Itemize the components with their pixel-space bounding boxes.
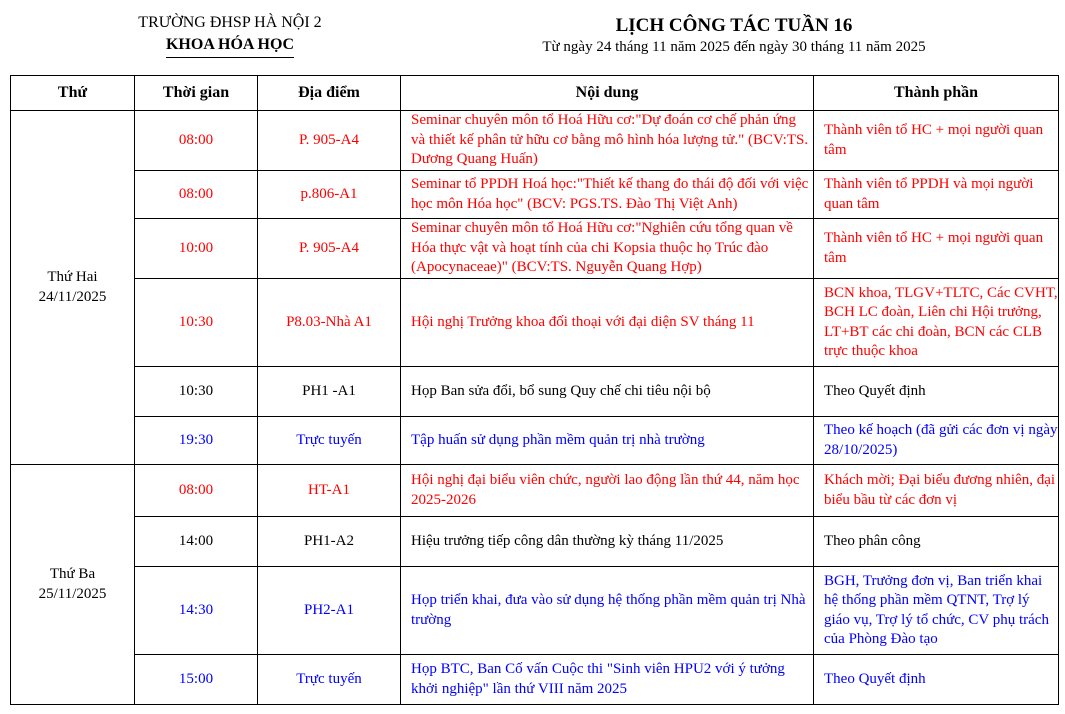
table-row [11,417,1059,465]
content-cell: Seminar chuyên môn tổ Hoá Hữu cơ:"Dự đoán cơ chế phản ứng và thiết kế phân tử hữu cơ bằng mô hình hóa lượng tử." (BCV:TS. Dương Quang Huấn) [401,111,814,171]
content-cell: Hội nghị Trưởng khoa đối thoại với đại diện SV tháng 11 [401,279,814,367]
department-name: KHOA HÓA HỌC [165,36,294,53]
content-cell: Hội nghị đại biểu viên chức, người lao động lần thứ 44, năm học 2025-2026 [401,465,814,517]
content-cell: Họp triển khai, đưa vào sử dụng hệ thống phần mềm quản trị Nhà trường [401,567,814,655]
place-cell: P8.03-Nhà A1 [258,279,401,367]
column-header-time: Thời gian [135,76,258,111]
time-cell: 14:30 [135,567,258,655]
table-row [11,655,1059,705]
participants-cell: Thành viên tổ HC + mọi người quan tâm [814,219,1059,279]
column-header-participants: Thành phần [814,76,1059,111]
time-cell: 15:00 [135,655,258,705]
participants-cell: Theo kế hoạch (đã gửi các đơn vị ngày 28/10/2025) [814,417,1059,465]
day-date: 24/11/2025 [38,288,107,305]
content-cell: Seminar tổ PPDH Hoá học:"Thiết kế thang đo thái độ đối với việc học môn Hóa học" (BCV: PGS.TS. Đào Thị Việt Anh) [401,171,814,219]
content-cell: Họp Ban sửa đổi, bổ sung Quy chế chi tiêu nội bộ [401,367,814,417]
table-row [11,219,1059,279]
day-name: Thứ Hai [47,269,98,285]
content-cell: Hiệu trưởng tiếp công dân thường kỳ tháng 11/2025 [401,517,814,567]
table-row [11,465,1059,517]
time-cell: 10:30 [135,279,258,367]
column-header-place: Địa điểm [258,76,401,111]
day-cell [11,465,135,705]
schedule-table [10,75,1059,705]
place-cell: HT-A1 [258,465,401,517]
place-cell: P. 905-A4 [258,219,401,279]
table-row [11,517,1059,567]
place-cell: PH1-A2 [258,517,401,567]
content-cell: Tập huấn sử dụng phần mềm quản trị nhà trường [401,417,814,465]
header-underline [166,57,294,58]
time-cell: 08:00 [135,111,258,171]
place-cell: PH2-A1 [258,567,401,655]
time-cell: 08:00 [135,171,258,219]
place-cell: Trực tuyến [258,417,401,465]
place-cell: p.806-A1 [258,171,401,219]
content-cell: Seminar chuyên môn tổ Hoá Hữu cơ:"Nghiên cứu tổng quan về Hóa thực vật và hoạt tính của chi Kopsia thuộc họ Trúc đào (Apocynaceae)" (BCV:TS. Nguyễn Quang Hợp) [401,219,814,279]
table-row [11,367,1059,417]
time-cell: 10:00 [135,219,258,279]
header-organization [115,12,345,58]
date-range: Từ ngày 24 tháng 11 năm 2025 đến ngày 30 tháng 11 năm 2025 [542,39,926,55]
participants-cell: Theo Quyết định [814,655,1059,705]
place-cell: PH1 -A1 [258,367,401,417]
participants-cell: BCN khoa, TLGV+TLTC, Các CVHT, BCH LC đoàn, Liên chi Hội trưởng, LT+BT các chi đoàn, BCN các CLB trực thuộc khoa [814,279,1059,367]
participants-cell: Theo Quyết định [814,367,1059,417]
participants-cell: Thành viên tổ PPDH và mọi người quan tâm [814,171,1059,219]
column-header-day: Thứ [11,76,135,111]
table-header-row [11,76,1059,111]
column-header-content: Nội dung [401,76,814,111]
place-cell: P. 905-A4 [258,111,401,171]
time-cell: 08:00 [135,465,258,517]
table-row [11,111,1059,171]
school-name: TRƯỜNG ĐHSP HÀ NỘI 2 [138,14,322,31]
time-cell: 14:00 [135,517,258,567]
table-row [11,279,1059,367]
participants-cell: Khách mời; Đại biểu đương nhiên, đại biểu bầu từ các đơn vị [814,465,1059,517]
place-cell: Trực tuyến [258,655,401,705]
header-title-block [490,14,978,56]
time-cell: 10:30 [135,367,258,417]
page-title: LỊCH CÔNG TÁC TUẦN 16 [615,15,853,36]
participants-cell: Theo phân công [814,517,1059,567]
participants-cell: BGH, Trưởng đơn vị, Ban triển khai hệ thống phần mềm QTNT, Trợ lý giáo vụ, Trợ lý tổ chức, CV phụ trách của Phòng Đào tạo [814,567,1059,655]
content-cell: Họp BTC, Ban Cố vấn Cuộc thi "Sinh viên HPU2 với ý tưởng khởi nghiệp" lần thứ VIII năm 2025 [401,655,814,705]
day-name: Thứ Ba [49,566,96,582]
table-row [11,567,1059,655]
day-cell [11,111,135,465]
table-row [11,171,1059,219]
participants-cell: Thành viên tổ HC + mọi người quan tâm [814,111,1059,171]
day-date: 25/11/2025 [38,585,107,602]
time-cell: 19:30 [135,417,258,465]
